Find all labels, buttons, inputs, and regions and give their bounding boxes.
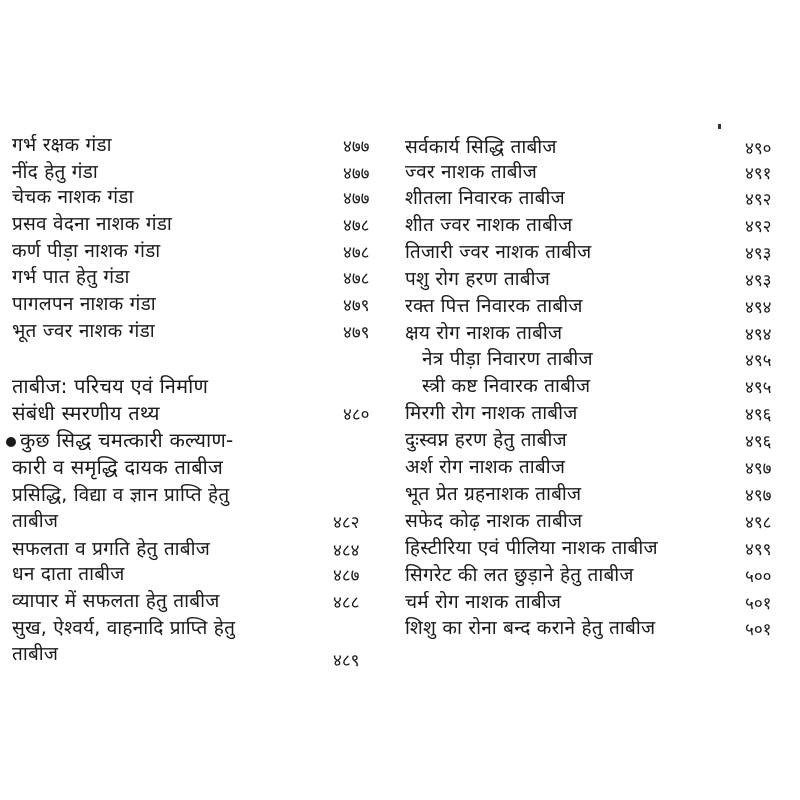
subheading-text: कुछ सिद्ध चमत्कारी कल्याण-: [20, 428, 234, 452]
toc-entry-page: ४८२: [333, 513, 360, 533]
toc-entry-page: ४७८: [343, 216, 370, 236]
toc-entry-title: भूत ज्वर नाशक गंडा: [12, 320, 155, 342]
toc-entry-title: पशु रोग हरण ताबीज: [405, 268, 551, 290]
toc-entry-title: सिगरेट की लत छुड़ाने हेतु ताबीज: [405, 564, 634, 586]
toc-entry-title: स्त्री कष्ट निवारक ताबीज: [422, 375, 591, 397]
toc-entry-page: ४९५: [745, 378, 772, 398]
toc-entry-title: मिरगी रोग नाशक ताबीज: [405, 402, 578, 424]
toc-entry-title: नेत्र पीड़ा निवारण ताबीज: [422, 348, 593, 370]
toc-entry-title: पागलपन नाशक गंडा: [12, 293, 156, 315]
toc-entry-title: रक्त पित्त निवारक ताबीज: [405, 295, 583, 317]
toc-entry-page: ४९७: [745, 486, 772, 506]
toc-entry-page: ४९२: [745, 217, 772, 237]
section-heading-line1: ताबीज: परिचय एवं निर्माण: [12, 374, 209, 398]
toc-entry-page: ४८०: [343, 405, 370, 425]
toc-entry-page: ४७८: [343, 269, 370, 289]
toc-entry-title: क्षय रोग नाशक ताबीज: [405, 322, 563, 344]
toc-entry-page: ४९६: [745, 432, 772, 452]
toc-entry-page: ४९३: [745, 271, 772, 291]
toc-entry-title: चेचक नाशक गंडा: [12, 186, 134, 208]
subheading-line2: कारी व समृद्धि दायक ताबीज: [12, 455, 224, 479]
toc-entry-title: सुख, ऐश्वर्य, वाहनादि प्राप्ति हेतु: [12, 617, 236, 639]
bullet-icon: [6, 437, 16, 447]
toc-entry-page: ४९३: [745, 244, 772, 264]
toc-entry-title: गर्भ रक्षक गंडा: [12, 134, 112, 156]
toc-entry-page: ४९७: [745, 459, 772, 479]
toc-entry-title-cont: ताबीज: [12, 510, 59, 532]
toc-entry-page: ४७८: [343, 243, 370, 263]
toc-entry-page: ४९९: [745, 540, 772, 560]
toc-entry-page: ५०१: [745, 594, 772, 614]
toc-entry-page: ४७७: [343, 164, 370, 184]
toc-entry-page: ४९८: [745, 513, 772, 533]
toc-entry-title: ज्वर नाशक ताबीज: [405, 161, 538, 183]
toc-entry-title: हिस्टीरिया एवं पीलिया नाशक ताबीज: [405, 537, 658, 559]
subheading-line1: [6, 426, 233, 454]
toc-entry-title: तिजारी ज्वर नाशक ताबीज: [405, 241, 592, 263]
toc-entry-page: ४८४: [333, 541, 360, 561]
toc-entry-title: धन दाता ताबीज: [12, 563, 125, 585]
toc-entry-page: ४७७: [343, 137, 370, 157]
toc-entry-title: चर्म रोग नाशक ताबीज: [405, 591, 562, 613]
toc-entry-title: अर्श रोग नाशक ताबीज: [405, 456, 566, 478]
mark: [718, 124, 721, 129]
toc-entry-title: सफलता व प्रगति हेतु ताबीज: [12, 538, 211, 560]
toc-entry-title: शीतला निवारक ताबीज: [405, 187, 565, 209]
toc-entry-title-cont: ताबीज: [12, 643, 59, 665]
toc-entry-page: ५०१: [745, 620, 772, 640]
toc-entry-title: प्रसिद्धि, विद्या व ज्ञान प्राप्ति हेतु: [12, 484, 230, 506]
toc-entry-title: प्रसव वेदना नाशक गंडा: [12, 213, 173, 235]
toc-entry-title: गर्भ पात हेतु गंडा: [12, 266, 130, 288]
toc-entry-title: भूत प्रेत ग्रहनाशक ताबीज: [405, 483, 582, 505]
toc-entry-page: ४७९: [343, 323, 370, 343]
toc-entry-title: व्यापार में सफलता हेतु ताबीज: [12, 590, 220, 612]
toc-entry-page: ४८८: [333, 593, 360, 613]
toc-entry-page: ४९४: [745, 298, 772, 318]
toc-entry-title: कर्ण पीड़ा नाशक गंडा: [12, 240, 161, 262]
toc-entry-page: ४९५: [745, 351, 772, 371]
toc-entry-page: ५००: [745, 567, 772, 587]
toc-entry-page: ४७९: [343, 296, 370, 316]
toc-entry-title: नींद हेतु गंडा: [12, 161, 98, 183]
toc-entry-title: शिशु का रोना बन्द कराने हेतु ताबीज: [405, 617, 656, 639]
toc-entry-page: ४७७: [343, 189, 370, 209]
toc-entry-page: ४८७: [333, 566, 360, 586]
toc-entry-title: शीत ज्वर नाशक ताबीज: [405, 214, 573, 236]
toc-entry-title: सफेद कोढ़ नाशक ताबीज: [405, 510, 583, 532]
toc-entry-page: ४९०: [745, 139, 772, 159]
section-heading-line2: संबंधी स्मरणीय तथ्य: [12, 401, 160, 425]
toc-entry-title: सर्वकार्य सिद्धि ताबीज: [405, 136, 557, 158]
toc-entry-page: ४९२: [745, 190, 772, 210]
toc-entry-page: ४९४: [745, 325, 772, 345]
toc-entry-title: दुःस्वप्न हरण हेतु ताबीज: [405, 429, 567, 451]
toc-entry-page: ४८९: [333, 651, 360, 671]
toc-entry-page: ४९१: [745, 164, 772, 184]
toc-entry-page: ४९६: [745, 405, 772, 425]
